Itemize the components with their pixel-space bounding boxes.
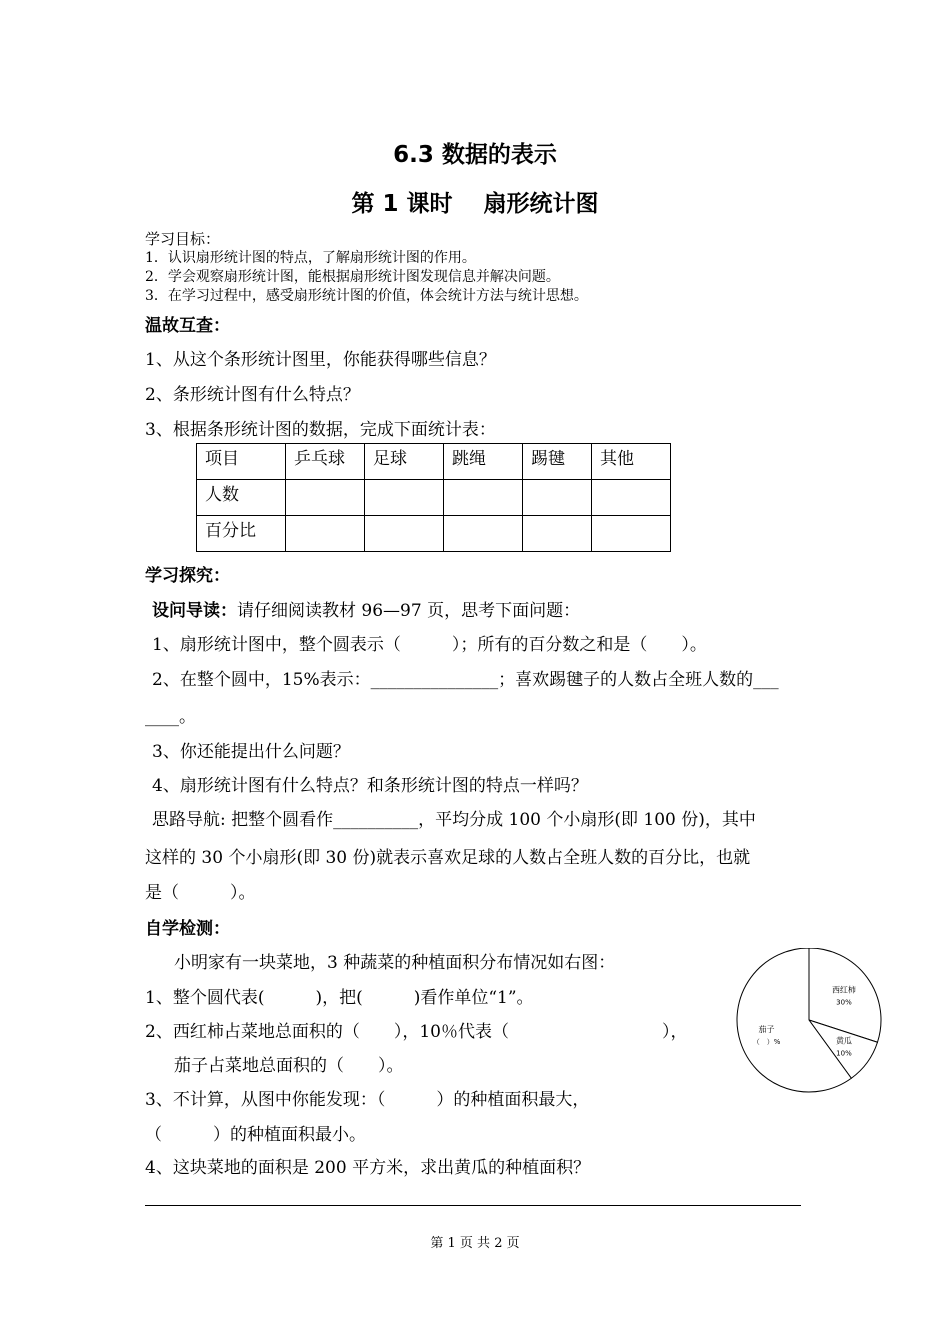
table-cell[interactable]	[444, 516, 523, 552]
pie-slice-label: 西红柿	[831, 985, 856, 995]
pie-slice-label: 黄瓜	[835, 1036, 852, 1046]
table-row-label: 百分比	[197, 516, 286, 552]
guide-line	[152, 596, 580, 621]
explore-question-2b: ____。	[145, 707, 196, 727]
table-header-cell: 足球	[365, 444, 444, 480]
table-header-row	[197, 444, 671, 480]
review-question-2: 2、条形统计图有什么特点？	[145, 385, 360, 405]
table-row-label: 人数	[197, 480, 286, 516]
explore-question-1: 1、扇形统计图中，整个圆表示（ ）；所有的百分数之和是（ ）。	[152, 635, 707, 655]
objective-1: 1．认识扇形统计图的特点，了解扇形统计图的作用。	[145, 250, 476, 266]
pie-slice-label: 茄子	[758, 1024, 775, 1034]
review-question-1: 1、从这个条形统计图里，你能获得哪些信息？	[145, 350, 496, 370]
selftest-question-3a: 3、不计算，从图中你能发现：（ ）的种植面积最大，	[145, 1090, 590, 1110]
selftest-question-3b: （ ）的种植面积最小。	[145, 1125, 366, 1145]
table-header-cell: 跳绳	[444, 444, 523, 480]
lesson-subtitle: 第 1 课时 扇形统计图	[351, 191, 599, 217]
explore-heading: 学习探究：	[145, 566, 230, 586]
table-cell[interactable]	[286, 480, 365, 516]
thinking-guide-3: 是（ ）。	[145, 883, 256, 903]
guide-text: 请仔细阅读教材 96—97 页，思考下面问题：	[237, 601, 581, 621]
table-cell[interactable]	[444, 480, 523, 516]
page-title: 6.3 数据的表示	[393, 142, 557, 168]
selftest-question-2a: 2、西红柿占菜地总面积的（ ），10％代表（ ），	[145, 1022, 688, 1042]
pie-slice-value: （ ）%	[752, 1037, 781, 1046]
selftest-question-2b: 茄子占菜地总面积的（ ）。	[174, 1056, 404, 1076]
selftest-question-1: 1、整个圆代表( )，把( )看作单位“1”。	[145, 988, 534, 1008]
page-footer: 第 1 页 共 2 页	[430, 1236, 520, 1251]
pie-slices	[737, 948, 881, 1092]
explore-question-2a: 2、在整个圆中，15%表示：_______________；喜欢踢毽子的人数占全班人数的___	[152, 670, 779, 690]
pie-slice-value: 30%	[836, 998, 852, 1007]
selftest-intro: 小明家有一块菜地，3 种蔬菜的种植面积分布情况如右图：	[174, 953, 616, 973]
vegetable-pie-chart	[735, 948, 885, 1093]
table-row	[197, 480, 671, 516]
table-cell[interactable]	[523, 516, 592, 552]
table-cell[interactable]	[523, 480, 592, 516]
table-cell[interactable]	[592, 516, 671, 552]
thinking-guide-2: 这样的 30 个小扇形(即 30 份)就表示喜欢足球的人数占全班人数的百分比，也就	[145, 848, 751, 868]
review-question-3: 3、根据条形统计图的数据，完成下面统计表：	[145, 420, 496, 440]
objectives-heading: 学习目标：	[145, 230, 221, 248]
table-header-cell: 踢毽	[523, 444, 592, 480]
statistics-table	[196, 443, 671, 552]
selftest-heading: 自学检测：	[145, 919, 230, 939]
table-cell[interactable]	[365, 516, 444, 552]
footer-divider	[145, 1205, 801, 1206]
table-row	[197, 516, 671, 552]
pie-slice-value: 10%	[836, 1049, 852, 1058]
explore-question-3: 3、你还能提出什么问题？	[152, 742, 350, 762]
table-cell[interactable]	[365, 480, 444, 516]
objective-2: 2．学会观察扇形统计图，能根据扇形统计图发现信息并解决问题。	[145, 269, 560, 285]
table-cell[interactable]	[592, 480, 671, 516]
objective-3: 3．在学习过程中，感受扇形统计图的价值，体会统计方法与统计思想。	[145, 288, 588, 304]
table-cell[interactable]	[286, 516, 365, 552]
table-header-cell: 其他	[592, 444, 671, 480]
review-heading: 温故互查：	[145, 316, 230, 336]
selftest-question-4: 4、这块菜地的面积是 200 平方米，求出黄瓜的种植面积？	[145, 1158, 591, 1178]
table-header-cell: 项目	[197, 444, 286, 480]
thinking-guide-1: 思路导航: 把整个圆看作__________，平均分成 100 个小扇形(即 100 份)，其中	[152, 810, 756, 830]
explore-question-4: 4、扇形统计图有什么特点？和条形统计图的特点一样吗？	[152, 776, 588, 796]
guide-label: 设问导读：	[152, 601, 237, 621]
table-header-cell: 乒乓球	[286, 444, 365, 480]
